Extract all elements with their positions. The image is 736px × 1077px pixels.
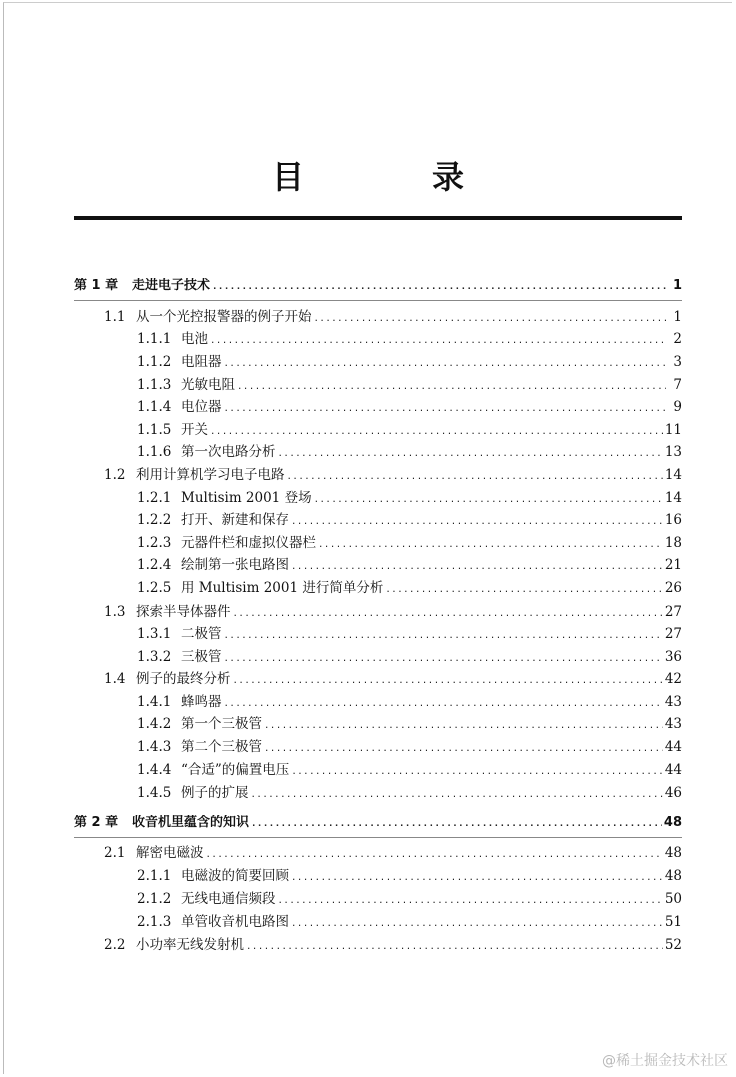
dot-leader: [318, 537, 663, 553]
entry-number: 1.1.4: [137, 399, 172, 415]
toc-entry-sub: [137, 716, 682, 734]
toc-entry-sub: [137, 557, 682, 575]
toc-entry-sub: [137, 626, 682, 644]
dot-leader: [212, 279, 666, 295]
dot-leader: [237, 379, 666, 395]
dot-leader: [224, 401, 667, 417]
entry-title: 收音机里蕴含的知识: [132, 815, 250, 830]
entry-page-number: 18: [664, 535, 682, 551]
dot-leader: [291, 764, 663, 780]
entry-number: 1.4.4: [137, 762, 172, 778]
entry-title: 蜂鸣器: [181, 694, 222, 710]
entry-title: Multisim 2001 登场: [181, 490, 312, 506]
entry-page-number: 26: [664, 580, 682, 596]
entry-number: 1.3.1: [137, 626, 172, 642]
dot-leader: [233, 673, 663, 689]
entry-number: 第 2 章: [74, 815, 119, 830]
entry-title: 元器件栏和虚拟仪器栏: [181, 535, 316, 551]
entry-page-number: 44: [664, 762, 682, 778]
entry-page-number: 1: [672, 278, 682, 293]
entry-page-number: 7: [673, 377, 682, 393]
entry-page-number: 2: [673, 331, 682, 347]
entry-title: 二极管: [181, 626, 222, 642]
toc-entry-sub: [137, 649, 682, 667]
entry-title: 打开、新建和保存: [181, 512, 289, 528]
toc-entry-sub: [137, 399, 682, 417]
dot-leader: [224, 628, 663, 644]
entry-title: 探索半导体器件: [136, 604, 231, 620]
dot-leader: [210, 424, 663, 440]
dot-leader: [210, 333, 666, 349]
entry-page-number: 36: [664, 649, 682, 665]
dot-leader: [278, 446, 663, 462]
toc-entry-sub: [137, 785, 682, 803]
entry-number: 2.1.1: [137, 868, 172, 884]
toc-entry-sub: [137, 580, 682, 598]
entry-page-number: 44: [664, 739, 682, 755]
entry-title: 小功率无线发射机: [136, 937, 244, 953]
dot-leader: [278, 893, 663, 909]
entry-page-number: 48: [664, 868, 682, 884]
toc-entry-sub: [137, 868, 682, 886]
toc-entry-sub: [137, 914, 682, 932]
toc-entry-sub: [137, 891, 682, 909]
toc-entry-sub: [137, 694, 682, 712]
dot-leader: [291, 559, 663, 575]
chapter-divider: [74, 300, 682, 301]
dot-leader: [246, 939, 663, 955]
entry-title: “合适”的偏置电压: [181, 762, 290, 778]
chapter-divider: [74, 837, 682, 838]
toc-entry-sub: [137, 762, 682, 780]
dot-leader: [287, 469, 663, 485]
entry-number: 2.1.2: [137, 891, 172, 907]
entry-number: 1.4.3: [137, 739, 172, 755]
entry-title: 从一个光控报警器的例子开始: [136, 309, 312, 325]
entry-title: 电位器: [181, 399, 222, 415]
dot-leader: [224, 356, 667, 372]
entry-title: 例子的扩展: [181, 785, 249, 801]
entry-page-number: 11: [664, 422, 682, 438]
entry-page-number: 16: [664, 512, 682, 528]
entry-number: 1.4.2: [137, 716, 172, 732]
entry-number: 1.1.5: [137, 422, 172, 438]
entry-title: 第一次电路分析: [181, 444, 276, 460]
entry-page-number: 51: [664, 914, 682, 930]
entry-title: 绘制第一张电路图: [181, 557, 289, 573]
dot-leader: [314, 311, 667, 327]
entry-page-number: 52: [664, 937, 682, 953]
entry-number: 1.1.1: [137, 331, 172, 347]
entry-title: 开关: [181, 422, 208, 438]
entry-page-number: 21: [664, 557, 682, 573]
entry-title: 电磁波的简要回顾: [181, 868, 289, 884]
dot-leader: [206, 847, 663, 863]
toc-entry-sub: [137, 739, 682, 757]
toc-entry-sub: [137, 512, 682, 530]
entry-number: 1.3: [104, 604, 126, 620]
dot-leader: [251, 787, 663, 803]
toc-entry-sub: [137, 490, 682, 508]
entry-number: 1.2: [104, 467, 126, 483]
entry-title: 第二个三极管: [181, 739, 262, 755]
toc-entry-sub: [137, 444, 682, 462]
entry-title: 用 Multisim 2001 进行简单分析: [181, 580, 384, 596]
entry-title: 例子的最终分析: [136, 671, 231, 687]
toc-entry-sub: [137, 535, 682, 553]
entry-title: 电阻器: [181, 354, 222, 370]
dot-leader: [291, 514, 663, 530]
entry-title: 无线电通信频段: [181, 891, 276, 907]
entry-page-number: 13: [664, 444, 682, 460]
dot-leader: [264, 741, 663, 757]
entry-title: 光敏电阻: [181, 377, 235, 393]
entry-title: 第一个三极管: [181, 716, 262, 732]
entry-page-number: 43: [664, 694, 682, 710]
toc-entry-sub: [137, 354, 682, 372]
dot-leader: [264, 718, 663, 734]
toc-entry-chapter: [74, 815, 682, 832]
entry-page-number: 9: [673, 399, 682, 415]
entry-page-number: 27: [664, 626, 682, 642]
entry-page-number: 48: [663, 815, 682, 830]
entry-number: 1.3.2: [137, 649, 172, 665]
entry-number: 1.2.4: [137, 557, 172, 573]
toc-entry-section: [104, 671, 682, 689]
entry-title: 单管收音机电路图: [181, 914, 289, 930]
entry-title: 走进电子技术: [132, 278, 211, 293]
dot-leader: [291, 870, 663, 886]
entry-number: 1.2.3: [137, 535, 172, 551]
dot-leader: [224, 651, 663, 667]
toc-entry-chapter: [74, 278, 682, 295]
entry-number: 1.1.2: [137, 354, 172, 370]
entry-page-number: 14: [664, 490, 682, 506]
dot-leader: [233, 606, 663, 622]
toc-entry-section: [104, 467, 682, 485]
dot-leader: [291, 916, 663, 932]
dot-leader: [224, 696, 663, 712]
watermark: @稀土掘金技术社区: [602, 1053, 728, 1069]
title-rule: [74, 216, 682, 220]
toc-entry-sub: [137, 331, 682, 349]
dot-leader: [385, 582, 662, 598]
entry-page-number: 43: [664, 716, 682, 732]
entry-number: 1.1.6: [137, 444, 172, 460]
entry-number: 1.4.5: [137, 785, 172, 801]
toc-entry-section: [104, 309, 682, 327]
entry-page-number: 1: [673, 309, 682, 325]
entry-number: 1.1: [104, 309, 126, 325]
toc-entry-sub: [137, 422, 682, 440]
entry-page-number: 46: [664, 785, 682, 801]
entry-page-number: 50: [664, 891, 682, 907]
entry-number: 2.1: [104, 845, 126, 861]
entry-title: 三极管: [181, 649, 222, 665]
entry-title: 解密电磁波: [136, 845, 204, 861]
dot-leader: [251, 816, 662, 832]
entry-page-number: 27: [664, 604, 682, 620]
entry-page-number: 42: [664, 671, 682, 687]
entry-number: 1.2.2: [137, 512, 172, 528]
entry-number: 1.4.1: [137, 694, 172, 710]
entry-title: 电池: [181, 331, 208, 347]
toc-entry-section: [104, 604, 682, 622]
entry-number: 1.4: [104, 671, 126, 687]
entry-number: 1.1.3: [137, 377, 172, 393]
entry-number: 1.2.5: [137, 580, 172, 596]
toc-entry-sub: [137, 377, 682, 395]
page-title: 目 录: [271, 158, 512, 196]
entry-page-number: 48: [664, 845, 682, 861]
entry-page-number: 14: [664, 467, 682, 483]
dot-leader: [314, 492, 663, 508]
toc-entry-section: [104, 845, 682, 863]
entry-number: 1.2.1: [137, 490, 172, 506]
toc-entry-section: [104, 937, 682, 955]
entry-title: 利用计算机学习电子电路: [136, 467, 285, 483]
entry-number: 2.1.3: [137, 914, 172, 930]
entry-page-number: 3: [673, 354, 682, 370]
entry-number: 2.2: [104, 937, 126, 953]
entry-number: 第 1 章: [74, 278, 119, 293]
